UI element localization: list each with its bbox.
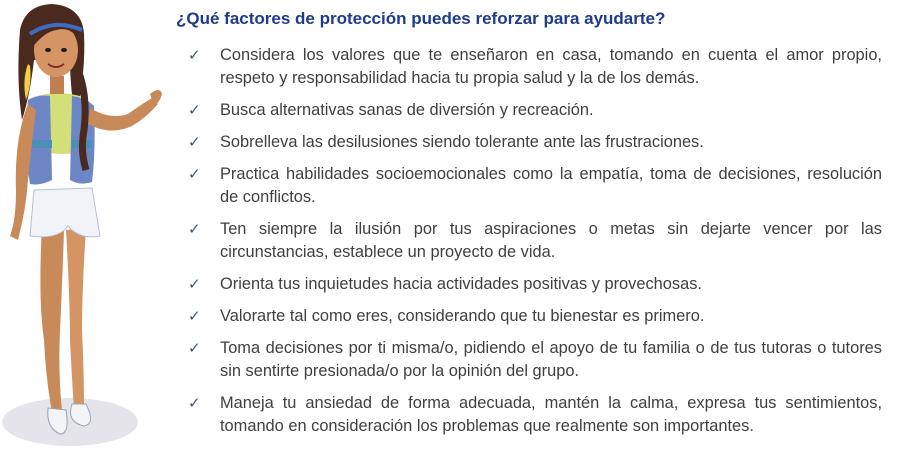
list-item	[184, 218, 882, 264]
list-item-text: Sobrelleva las desilusiones siendo tolerante ante las frustraciones.	[220, 133, 704, 151]
list-item-text: Valorarte tal como eres, considerando que tu bienestar es primero.	[220, 307, 705, 325]
check-icon: ✓	[188, 339, 201, 357]
check-icon: ✓	[188, 165, 201, 183]
protection-factors-list	[184, 44, 882, 447]
list-item	[184, 131, 882, 154]
list-item-text: Ten siempre la ilusión por tus aspiraciones o metas sin dejarte vencer por las circunstancias, establece un proyecto de vida.	[220, 220, 882, 261]
list-item-text: Orienta tus inquietudes hacia actividades positivas y provechosas.	[220, 275, 702, 293]
list-item-text: Busca alternativas sanas de diversión y recreación.	[220, 101, 594, 119]
check-icon: ✓	[188, 133, 201, 151]
check-icon: ✓	[188, 307, 201, 325]
check-icon: ✓	[188, 275, 201, 293]
list-item	[184, 99, 882, 122]
list-item	[184, 44, 882, 90]
list-item	[184, 392, 882, 438]
list-item	[184, 305, 882, 328]
check-icon: ✓	[188, 101, 201, 119]
girl-illustration	[0, 0, 175, 476]
list-item-text: Practica habilidades socioemocionales como la empatía, toma de decisiones, resolución de conflictos.	[220, 165, 882, 206]
list-item	[184, 337, 882, 383]
list-item-text: Toma decisiones por ti misma/o, pidiendo el apoyo de tu familia o de tus tutoras o tutores sin sentirte presionada/o por la opinión del grupo.	[220, 339, 882, 380]
list-item	[184, 163, 882, 209]
section-heading: ¿Qué factores de protección puedes reforzar para ayudarte?	[176, 9, 666, 28]
check-icon: ✓	[188, 394, 201, 412]
list-item	[184, 273, 882, 296]
check-icon: ✓	[188, 220, 201, 238]
list-item-text: Considera los valores que te enseñaron en casa, tomando en cuenta el amor propio, respeto y responsabilidad hacia tu propia salud y la de los demás.	[220, 46, 882, 87]
check-icon: ✓	[188, 46, 201, 64]
list-item-text: Maneja tu ansiedad de forma adecuada, mantén la calma, expresa tus sentimientos, tomando en consideración los problemas que realmente son importantes.	[220, 394, 882, 435]
